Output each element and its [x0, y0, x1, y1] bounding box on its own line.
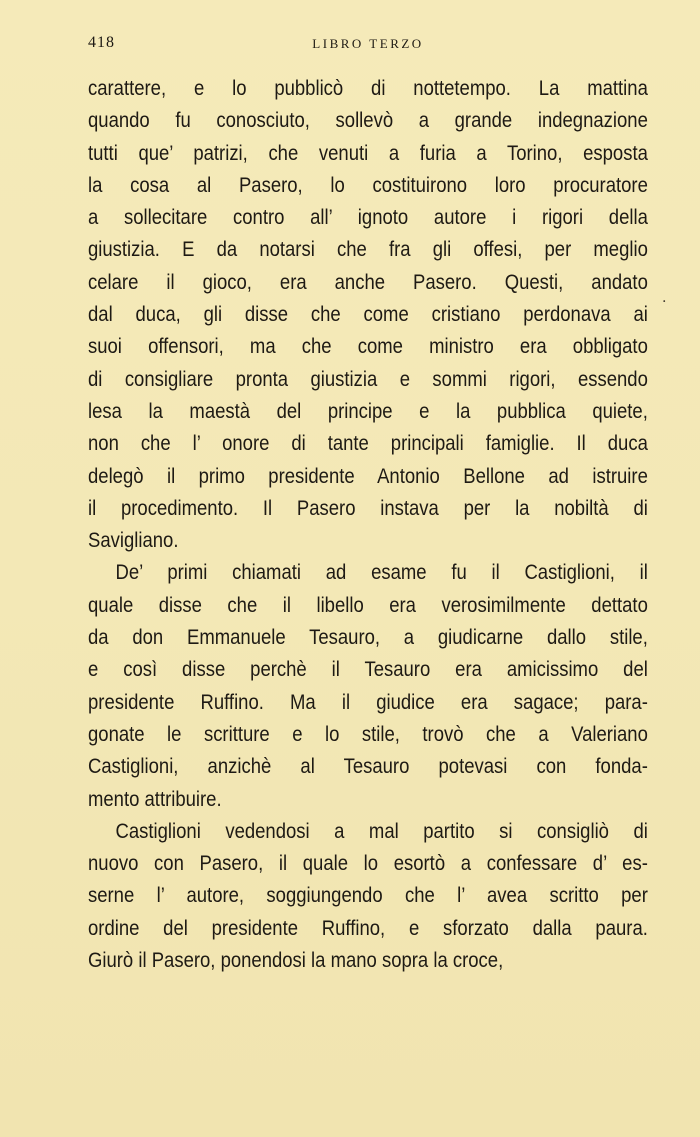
text-line: presidente Ruffino. Ma il giudice era sagace; para- [88, 689, 648, 714]
text-line: Giurò il Pasero, ponendosi la mano sopra la croce, [88, 948, 504, 973]
text-line: a sollecitare contro all’ ignoto autore i rigori della [88, 205, 648, 230]
body-text [88, 72, 648, 976]
text-line: lesa la maestà del principe e la pubblica quiete, [88, 398, 648, 423]
text-line: serne l’ autore, soggiungendo che l’ avea scritto per [88, 883, 648, 908]
text-line: da don Emmanuele Tesauro, a giudicarne dallo stile, [88, 625, 648, 650]
paragraph [88, 556, 648, 814]
text-line: dal duca, gli disse che come cristiano perdonava ai [88, 302, 648, 327]
text-line: giustizia. E da notarsi che fra gli offesi, per meglio [88, 237, 648, 262]
paragraph [88, 815, 648, 976]
text-line: e così disse perchè il Tesauro era amicissimo del [88, 657, 648, 682]
text-line: quale disse che il libello era verosimilmente dettato [88, 592, 648, 617]
page-number: 418 [88, 34, 115, 51]
text-line: celare il gioco, era anche Pasero. Questi, andato [88, 269, 648, 294]
margin-mark: . [662, 290, 667, 306]
text-line: gonate le scritture e lo stile, trovò che a Valeriano [88, 721, 648, 746]
text-line: di consigliare pronta giustizia e sommi rigori, essendo [88, 366, 648, 391]
text-line: non che l’ onore di tante principali famiglie. Il duca [88, 431, 648, 456]
text-line: De’ primi chiamati ad esame fu il Castiglioni, il [115, 560, 648, 585]
text-line: il procedimento. Il Pasero instava per la nobiltà di [88, 495, 648, 520]
text-line: Castiglioni, anzichè al Tesauro potevasi con fonda- [88, 754, 648, 779]
text-line: tutti que’ patrizi, che venuti a furia a Torino, esposta [88, 140, 648, 165]
text-line: carattere, e lo pubblicò di nottetempo. La mattina [88, 76, 648, 100]
running-head [88, 34, 648, 54]
text-line: nuovo con Pasero, il quale lo esortò a confessare d’ es- [88, 851, 648, 876]
text-line: quando fu conosciuto, sollevò a grande indegnazione [88, 108, 648, 133]
text-line: delegò il primo presidente Antonio Bellone ad istruire [88, 463, 648, 488]
text-line: suoi offensori, ma che come ministro era obbligato [88, 334, 648, 359]
text-line: ordine del presidente Ruffino, e sforzato dalla paura. [88, 915, 648, 940]
text-line: Savigliano. [88, 528, 179, 553]
text-line: Castiglioni vedendosi a mal partito si consigliò di [115, 818, 648, 843]
paragraph [88, 72, 648, 556]
text-line: mento attribuire. [88, 786, 222, 811]
running-title: LIBRO TERZO [312, 36, 424, 51]
text-line: la cosa al Pasero, lo costituirono loro procuratore [88, 172, 648, 197]
